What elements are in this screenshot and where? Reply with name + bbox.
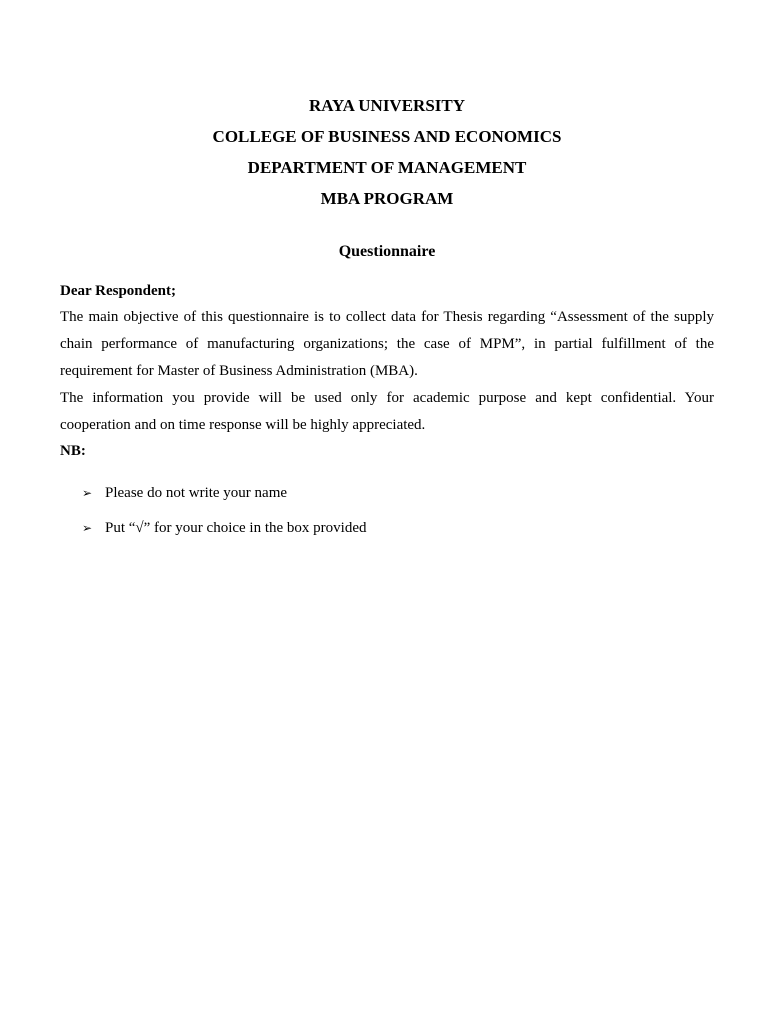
note-label: NB: [60, 443, 86, 459]
document-page [60, 90, 714, 553]
list-item [60, 483, 714, 503]
document-header [60, 90, 714, 214]
list-item [60, 518, 714, 538]
confidentiality-paragraph: The information you provide will be used only for academic purpose and kept confidential. Your cooperation and on time response will be highly appreciated. [60, 390, 714, 433]
list-item-text: Please do not write your name [105, 485, 288, 501]
list-item-text: Put “√” for your choice in the box provided [105, 520, 367, 536]
salutation: Dear Respondent; [60, 283, 176, 299]
department-name: DEPARTMENT OF MANAGEMENT [247, 158, 527, 177]
arrow-bullet-icon: ➢ [82, 486, 93, 500]
college-name: COLLEGE OF BUSINESS AND ECONOMICS [212, 127, 562, 146]
program-name: MBA PROGRAM [320, 189, 454, 208]
university-name: RAYA UNIVERSITY [308, 96, 466, 115]
arrow-bullet-icon: ➢ [82, 521, 93, 535]
note-list [60, 483, 714, 538]
objective-paragraph: The main objective of this questionnaire is to collect data for Thesis regarding “Assessment of the supply chain performance of manufacturing organizations; the case of MPM”, in partial fulfillment of the requirement for Master of Business Administration (MBA). [60, 309, 714, 379]
document-title: Questionnaire [338, 243, 436, 260]
